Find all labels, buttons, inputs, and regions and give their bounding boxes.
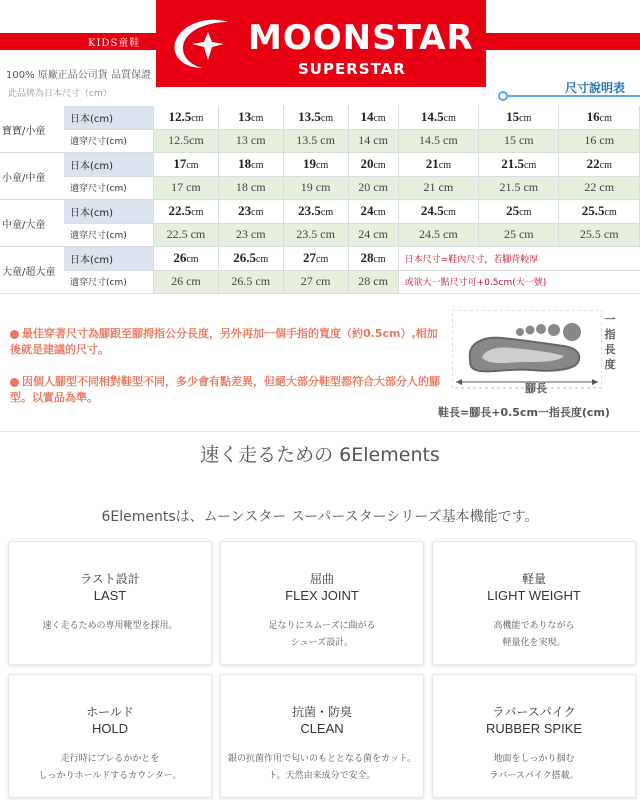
size-unit: cm bbox=[251, 113, 264, 125]
feature-jp-name: ラスト設計 bbox=[80, 572, 140, 586]
fit-size-cell: 26 cm bbox=[154, 271, 219, 295]
jp-size-value: 15 bbox=[506, 109, 520, 125]
feature-en-name: LAST bbox=[93, 588, 127, 603]
fit-size-cell: 23 cm bbox=[219, 224, 284, 248]
jp-size-cell bbox=[154, 153, 219, 177]
size-unit: cm bbox=[373, 207, 386, 219]
size-row-fit bbox=[0, 224, 640, 248]
jp-size-value: 14 bbox=[360, 109, 374, 125]
size-group-name: 大童/超大童 bbox=[0, 247, 64, 294]
fit-size-cell: 18 cm bbox=[219, 177, 284, 201]
size-note-line2: 或欲大一點尺寸可+0.5cm(大一號) bbox=[399, 271, 640, 295]
feature-en-name: HOLD bbox=[91, 721, 129, 736]
feature-card-hold bbox=[8, 674, 212, 798]
fit-size-cell: 27 cm bbox=[284, 271, 349, 295]
jp-size-cell bbox=[154, 247, 219, 271]
authenticity-note: 100% 原廠正品公司貨 品質保證 bbox=[6, 70, 151, 81]
jp-size-value: 24 bbox=[360, 203, 374, 219]
jp-size-value: 25.5 bbox=[581, 203, 605, 219]
jp-size-cell bbox=[219, 106, 284, 130]
size-unit: cm bbox=[438, 160, 451, 172]
size-unit: cm bbox=[373, 160, 386, 172]
jp-size-cell bbox=[479, 153, 559, 177]
fit-size-cell: 24 cm bbox=[349, 224, 399, 248]
feature-jp-name: ラバースパイク bbox=[492, 705, 576, 719]
size-system-note: 此品牌為日本尺寸（cm） bbox=[8, 89, 112, 99]
jp-size-value: 19 bbox=[303, 156, 316, 172]
fit-size-cell: 14.5 cm bbox=[399, 130, 479, 154]
jp-size-cell bbox=[399, 200, 479, 224]
size-unit: cm bbox=[604, 207, 617, 219]
size-unit: cm bbox=[599, 113, 612, 125]
size-unit: cm bbox=[443, 113, 456, 125]
jp-size-value: 21.5 bbox=[501, 156, 525, 172]
feature-desc-line1: 銀の抗菌作用で匂いのもととなる菌をカット。 bbox=[227, 754, 417, 764]
size-unit: cm bbox=[519, 207, 532, 219]
logo-star-icon bbox=[170, 14, 240, 74]
jp-size-cell bbox=[284, 200, 349, 224]
bullet-icon bbox=[10, 330, 19, 339]
row-label-jp: 日本(cm) bbox=[64, 200, 154, 224]
feature-description bbox=[9, 751, 211, 785]
tip-measure-text: 最佳穿著尺寸為腳跟至腳拇指公分長度，另外再加一個手指的寬度（約0.5cm）,相加後就是建議的尺寸。 bbox=[10, 327, 438, 356]
size-unit: cm bbox=[316, 254, 329, 266]
feature-desc-line2: しっかりホールドするカウンター。 bbox=[38, 771, 182, 781]
jp-size-cell bbox=[219, 153, 284, 177]
fit-size-cell: 25 cm bbox=[479, 224, 559, 248]
size-unit: cm bbox=[524, 160, 537, 172]
jp-size-cell bbox=[479, 200, 559, 224]
jp-size-value: 27 bbox=[303, 250, 316, 266]
size-row-jp bbox=[0, 247, 640, 271]
brand-subname: SUPERSTAR bbox=[298, 60, 406, 78]
size-unit: cm bbox=[191, 113, 204, 125]
size-unit: cm bbox=[373, 113, 386, 125]
jp-size-cell bbox=[559, 153, 640, 177]
size-unit: cm bbox=[251, 160, 264, 172]
feature-jp-name: 屈曲 bbox=[309, 572, 334, 586]
jp-size-cell bbox=[154, 200, 219, 224]
title-divider bbox=[503, 95, 640, 97]
feature-desc-line2: ラバースパイク搭載。 bbox=[489, 771, 579, 781]
size-unit: cm bbox=[191, 207, 204, 219]
size-unit: cm bbox=[443, 207, 456, 219]
feature-card-clean bbox=[220, 674, 424, 798]
size-chart-title: 尺寸說明表 bbox=[565, 81, 626, 95]
fitting-tips bbox=[0, 300, 640, 432]
feature-desc-line2: 軽量化を実現。 bbox=[502, 638, 566, 648]
fit-size-cell: 14 cm bbox=[349, 130, 399, 154]
foot-length-label: 腳長 bbox=[525, 382, 547, 395]
size-chart-table bbox=[0, 106, 640, 294]
size-note-line1: 日本尺寸=鞋內尺寸，若腳背較厚 bbox=[399, 247, 640, 271]
size-row-fit bbox=[0, 130, 640, 154]
fit-size-cell: 19 cm bbox=[284, 177, 349, 201]
feature-card-rubber-spike bbox=[432, 674, 636, 798]
kids-label: KIDS童鞋 bbox=[88, 38, 141, 49]
jp-size-cell bbox=[219, 247, 284, 271]
size-unit: cm bbox=[186, 160, 199, 172]
title-dot bbox=[498, 91, 508, 101]
shoe-length-formula: 鞋長=腳長+0.5cm一指長度(cm) bbox=[438, 406, 610, 419]
size-row-jp bbox=[0, 200, 640, 224]
fit-size-cell: 25.5 cm bbox=[559, 224, 640, 248]
size-unit: cm bbox=[320, 207, 334, 219]
feature-desc-line1: 地面をしっかり掴む bbox=[493, 754, 575, 764]
size-row-fit bbox=[0, 271, 640, 295]
size-group-name: 小童/中童 bbox=[0, 153, 64, 200]
fit-size-cell: 13 cm bbox=[219, 130, 284, 154]
feature-description bbox=[221, 751, 423, 785]
tip-foot-shape-text: 因個人腳型不同相對鞋型不同，多少會有點差異，但絕大部分鞋型都符合大部分人的腳型。以實品為準。 bbox=[10, 375, 440, 404]
tip-foot-shape bbox=[10, 374, 440, 406]
jp-size-value: 22.5 bbox=[168, 203, 192, 219]
fit-size-cell: 28 cm bbox=[349, 271, 399, 295]
jp-size-cell bbox=[349, 153, 399, 177]
fit-size-cell: 16 cm bbox=[559, 130, 640, 154]
feature-jp-name: ホールド bbox=[86, 705, 134, 719]
feature-desc-line2: シューズ設計。 bbox=[290, 638, 354, 648]
size-unit: cm bbox=[316, 160, 329, 172]
fit-size-cell: 15 cm bbox=[479, 130, 559, 154]
feature-desc-line1: 速く走るための専用靴型を採用。 bbox=[42, 621, 178, 631]
jp-size-value: 24.5 bbox=[420, 203, 444, 219]
elements-title: 速く走るための 6Elements bbox=[200, 444, 440, 466]
moonstar-logo bbox=[156, 0, 486, 87]
toe-width-label: 一指長度 bbox=[604, 313, 616, 371]
size-unit: cm bbox=[251, 207, 264, 219]
size-group-name: 寶寶/小童 bbox=[0, 106, 64, 153]
jp-size-cell bbox=[559, 106, 640, 130]
jp-size-value: 26.5 bbox=[233, 250, 257, 266]
jp-size-cell bbox=[349, 106, 399, 130]
jp-size-cell bbox=[479, 106, 559, 130]
jp-size-value: 21 bbox=[425, 156, 439, 172]
jp-size-cell bbox=[154, 106, 219, 130]
row-label-jp: 日本(cm) bbox=[64, 247, 154, 271]
fit-size-cell: 23.5 cm bbox=[284, 224, 349, 248]
size-row-jp bbox=[0, 106, 640, 130]
jp-size-value: 13.5 bbox=[298, 109, 321, 125]
row-label-jp: 日本(cm) bbox=[64, 106, 154, 130]
fit-size-cell: 13.5 cm bbox=[284, 130, 349, 154]
jp-size-value: 22 bbox=[586, 156, 600, 172]
jp-size-value: 12.5 bbox=[168, 109, 192, 125]
elements-subtitle: 6Elementsは、ムーンスター スーパースターシリーズ基本機能です。 bbox=[101, 509, 539, 525]
feature-description bbox=[433, 751, 635, 785]
fit-size-cell: 17 cm bbox=[154, 177, 219, 201]
size-unit: cm bbox=[256, 254, 269, 266]
size-unit: cm bbox=[599, 160, 612, 172]
feature-description bbox=[433, 618, 635, 652]
jp-size-cell bbox=[349, 200, 399, 224]
fit-size-cell: 24.5 cm bbox=[399, 224, 479, 248]
jp-size-value: 13 bbox=[238, 109, 252, 125]
jp-size-cell bbox=[219, 200, 284, 224]
feature-card-flex-joint bbox=[220, 541, 424, 665]
feature-card-light-weight bbox=[432, 541, 636, 665]
jp-size-value: 23 bbox=[238, 203, 252, 219]
jp-size-cell bbox=[284, 247, 349, 271]
fit-size-cell: 22 cm bbox=[559, 177, 640, 201]
jp-size-cell bbox=[399, 153, 479, 177]
tip-measure bbox=[10, 326, 440, 358]
jp-size-cell bbox=[349, 247, 399, 271]
feature-desc-line2: ト。天然由来成分で安全。 bbox=[268, 771, 376, 781]
feature-card-last bbox=[8, 541, 212, 665]
feature-en-name: CLEAN bbox=[300, 721, 344, 736]
row-label-fit: 適穿尺寸(cm) bbox=[64, 224, 154, 248]
feature-en-name: FLEX JOINT bbox=[285, 588, 359, 603]
jp-size-value: 20 bbox=[360, 156, 374, 172]
row-label-fit: 適穿尺寸(cm) bbox=[64, 130, 154, 154]
size-unit: cm bbox=[519, 113, 532, 125]
row-label-fit: 適穿尺寸(cm) bbox=[64, 271, 154, 295]
jp-size-cell bbox=[399, 106, 479, 130]
fit-size-cell: 22.5 cm bbox=[154, 224, 219, 248]
jp-size-value: 26 bbox=[173, 250, 187, 266]
size-unit: cm bbox=[320, 113, 334, 125]
feature-desc-line1: 足なりにスムーズに曲がる bbox=[268, 621, 376, 631]
jp-size-value: 18 bbox=[238, 156, 252, 172]
size-row-jp bbox=[0, 153, 640, 177]
fit-size-cell: 26.5 cm bbox=[219, 271, 284, 295]
feature-desc-line1: 走行時にブレるかかとを bbox=[60, 754, 160, 764]
feature-jp-name: 抗菌・防臭 bbox=[291, 705, 352, 719]
fit-size-cell: 21.5 cm bbox=[479, 177, 559, 201]
row-label-jp: 日本(cm) bbox=[64, 153, 154, 177]
jp-size-value: 14.5 bbox=[420, 109, 444, 125]
jp-size-value: 28 bbox=[360, 250, 374, 266]
feature-en-name: RUBBER SPIKE bbox=[485, 721, 583, 736]
row-label-fit: 適穿尺寸(cm) bbox=[64, 177, 154, 201]
size-unit: cm bbox=[186, 254, 199, 266]
jp-size-cell bbox=[559, 200, 640, 224]
bullet-icon bbox=[10, 378, 19, 387]
fit-size-cell: 21 cm bbox=[399, 177, 479, 201]
fit-size-cell: 20 cm bbox=[349, 177, 399, 201]
size-row-fit bbox=[0, 177, 640, 201]
feature-description bbox=[221, 618, 423, 652]
jp-size-value: 17 bbox=[173, 156, 187, 172]
jp-size-value: 16 bbox=[586, 109, 600, 125]
size-unit: cm bbox=[373, 254, 386, 266]
size-group-name: 中童/大童 bbox=[0, 200, 64, 247]
brand-name: MOONSTAR bbox=[248, 18, 474, 58]
feature-description bbox=[9, 618, 211, 635]
fit-size-cell: 12.5cm bbox=[154, 130, 219, 154]
jp-size-cell bbox=[284, 106, 349, 130]
jp-size-value: 25 bbox=[506, 203, 520, 219]
jp-size-cell bbox=[284, 153, 349, 177]
feature-en-name: LIGHT WEIGHT bbox=[487, 588, 581, 603]
feature-jp-name: 軽量 bbox=[521, 572, 546, 586]
jp-size-value: 23.5 bbox=[298, 203, 321, 219]
feature-desc-line1: 高機能でありながら bbox=[493, 621, 575, 631]
